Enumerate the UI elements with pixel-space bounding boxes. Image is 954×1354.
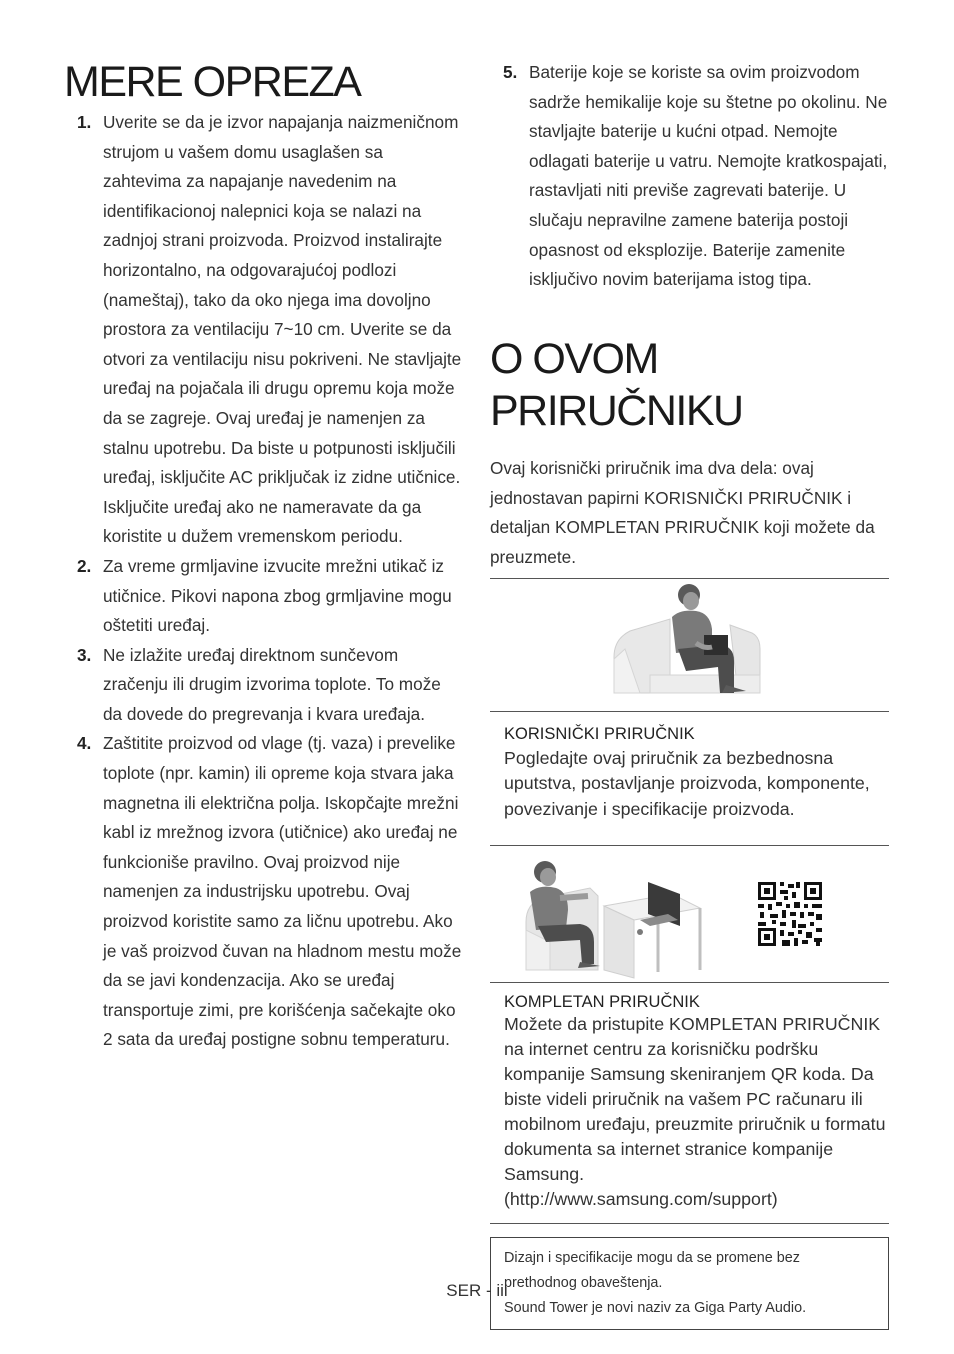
- about-manual-title: O OVOM PRIRUČNIKU: [490, 334, 743, 435]
- qr-code-icon: [758, 882, 822, 946]
- user-manual-text: Pogledajte ovaj priručnik za bezbednosna uputstva, postavljanje proizvoda, komponente, povezivanje i specifikacije proizvoda.: [504, 747, 870, 819]
- user-manual-title: KORISNIČKI PRIRUČNIK: [504, 724, 695, 743]
- right-column: [490, 58, 889, 1330]
- full-manual-section: [490, 983, 889, 1223]
- list-item: 5. Baterije koje se koriste sa ovim proizvodom sadrže hemikalije koje su štetne po okolinu. Ne stavljajte baterije u kućni otpad. Nemojte odlagati baterije u vatru. Nemojte kratkospajati, rastavljati niti previše zagrevati baterije. U slučaju nepravilne zamene baterija postoji opasnost od eksplozije. Baterije zamenite isključivo novim baterijama istog tipa.: [503, 62, 888, 290]
- samsung-support-link[interactable]: (http://www.samsung.com/support): [504, 1188, 778, 1209]
- person-reading-icon: [490, 579, 889, 711]
- list-item: 2. Za vreme grmljavine izvucite mrežni utikač iz utičnice. Pikovi napona zbog grmljavine mogu oštetiti uređaj.: [77, 555, 452, 636]
- note-line-2: Sound Tower je novi naziv za Giga Party Audio.: [504, 1299, 807, 1316]
- note-line-1: Dizajn i specifikacije mogu da se promene bez prethodnog obaveštenja.: [504, 1249, 800, 1291]
- person-at-computer-icon: [490, 846, 889, 982]
- precautions-title: MERE OPREZA: [64, 58, 361, 106]
- full-manual-title: KOMPLETAN PRIRUČNIK: [504, 992, 700, 1011]
- user-manual-section: [490, 712, 889, 845]
- full-manual-text: Možete da pristupite KOMPLETAN PRIRUČNIK na internet centru za korisničku podršku kompanije Samsung skeniranjem QR koda. Da biste videli priručnik na vašem PC računaru ili mobilnom uređaju, preuzmite priručnik u formatu dokumenta sa internet stranice kompanije Samsung.: [504, 1013, 886, 1184]
- about-manual-intro: Ovaj korisnički priručnik ima dva dela: ovaj jednostavan papirni KORISNIČKI PRIRUČNIK i detaljan KOMPLETAN PRIRUČNIK koji možete da preuzmete.: [490, 457, 875, 568]
- precautions-list: [64, 108, 464, 1055]
- list-item: 1. Uverite se da je izvor napajanja naizmeničnom strujom u vašem domu usaglašen sa zahtevima za napajanje navedenim na identifikacionoj nalepnici koja se nalazi na zadnjoj strani proizvoda. Proizvod instalirajte horizontalno, na odgovarajućoj podlozi (nameštaj), tako da oko njega ima dovoljno prostora za ventilaciju 7~10 cm. Uverite se da otvori za ventilaciju nisu pokriveni. Ne stavljajte uređaj na pojačala ili drugu opremu koja može da se zagreje. Ovaj uređaj je namenjen za stalnu upotrebu. Da biste u potpunosti isključili uređaj, isključite AC priključak iz zidne utičnice. Isključite uređaj ako ne nameravate da ga koristite u dužem vremenskom periodu.: [77, 112, 462, 547]
- precautions-list-continued: [490, 58, 889, 295]
- list-item: 4. Zaštitite proizvod od vlage (tj. vaza) i prevelike toplote (npr. kamin) ili opreme koja stvara jaka magnetna ili električna polja. Iskopčajte mrežni kabl iz mrežnog izvora (utičnice) ako uređaj ne funkcioniše pravilno. Ovaj proizvod nije namenjen za industrijsku upotrebu. Ovaj proizvod koristite samo za ličnu upotrebu. Ako je vaš proizvod čuvan na hladnom mestu može da se javi kondenzacija. Ako se uređaj transportuje zimi, pre korišćenja sačekajte oko 2 sata da uređaj postigne sobnu temperaturu.: [77, 733, 462, 1050]
- left-column: [64, 56, 464, 1055]
- user-manual-illustration-block: [490, 579, 889, 711]
- full-manual-illustration-block: [490, 846, 889, 982]
- list-item: 3. Ne izlažite uređaj direktnom sunčevom zračenju ili drugim izvorima toplote. To može da dovede do pregrevanja i kvara uređaja.: [77, 644, 441, 724]
- divider: [490, 1223, 889, 1224]
- page-number: SER - iii: [446, 1281, 508, 1300]
